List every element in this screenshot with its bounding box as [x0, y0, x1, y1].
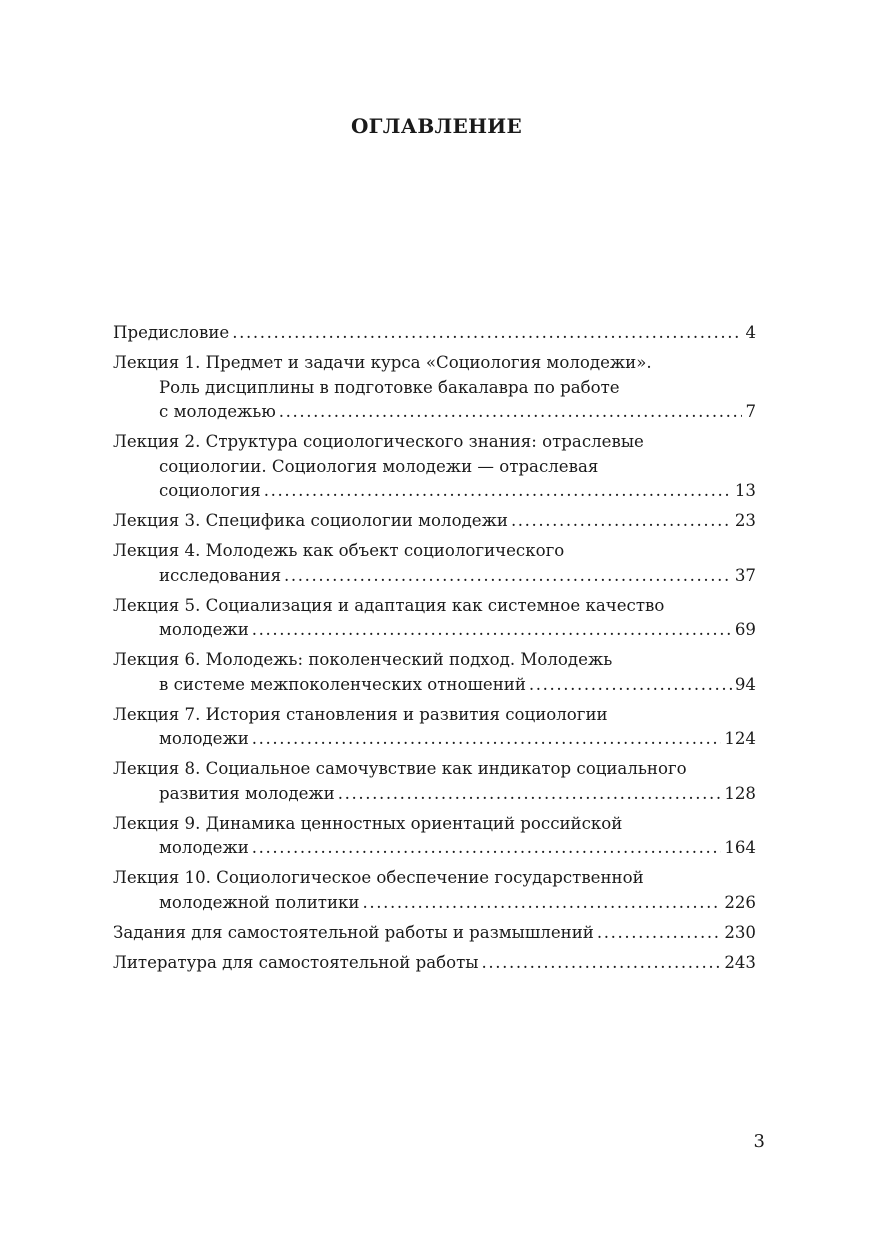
dot-leader — [338, 782, 722, 807]
toc-entry-leader-line — [113, 782, 756, 807]
toc-entry-line: Лекция 6. Молодежь: поколенческий подход. Молодежь — [113, 650, 613, 669]
toc-entry-title: Литература для самостоятельной работы — [113, 952, 479, 972]
toc-entry-leader-line — [113, 673, 756, 698]
toc-entry-title: молодежи — [159, 620, 249, 639]
toc-entry-line: Лекция 5. Социализация и адаптация как системное качество — [113, 595, 665, 615]
page-title: ОГЛАВЛЕНИЕ — [350, 114, 523, 138]
toc-entry-page: 164 — [724, 838, 756, 857]
toc-entry[interactable] — [113, 321, 756, 346]
dot-leader — [529, 673, 732, 698]
page-number: 3 — [753, 1131, 765, 1152]
toc-entry-page: 7 — [745, 402, 756, 421]
toc-entry[interactable] — [113, 648, 756, 697]
toc-entry-leader-line — [113, 479, 756, 504]
toc-entry-leader-line — [113, 321, 756, 346]
toc-entry-line: Роль дисциплины в подготовке бакалавра по работе — [159, 377, 620, 397]
toc-entry-line: Лекция 8. Социальное самочувствие как индикатор социального — [113, 759, 687, 778]
dot-leader — [264, 479, 732, 504]
dot-leader — [511, 509, 732, 534]
toc-entry-page: 226 — [724, 892, 756, 912]
toc-entry-leader-line — [113, 891, 756, 916]
toc-entry[interactable] — [113, 430, 756, 504]
toc-entry[interactable] — [113, 921, 756, 946]
toc-entry[interactable] — [113, 509, 756, 534]
dot-leader — [252, 618, 732, 643]
toc-entry[interactable] — [113, 703, 756, 752]
toc-entry-page: 23 — [734, 511, 756, 530]
toc-entry[interactable] — [113, 351, 756, 425]
toc-entry-page: 4 — [745, 323, 756, 342]
toc-entry-title: молодежной политики — [159, 892, 360, 912]
toc-entry-leader-line — [113, 836, 756, 861]
toc-entry-page: 128 — [724, 783, 756, 803]
toc-entry-line: Лекция 9. Динамика ценностных ориентаций российской — [113, 813, 623, 833]
toc-entry-page: 37 — [734, 565, 756, 585]
toc-entry-title: социология — [159, 481, 261, 500]
toc-entry-leader-line — [113, 921, 756, 946]
toc-entry-page: 69 — [734, 620, 756, 639]
dot-leader — [284, 564, 732, 589]
toc-entry-page: 124 — [724, 729, 756, 748]
toc-entry-leader-line — [113, 727, 756, 752]
dot-leader — [482, 951, 722, 976]
toc-entry-line: Лекция 10. Социологическое обеспечение государственной — [113, 868, 644, 887]
toc-entry-title: молодежи — [159, 838, 249, 857]
dot-leader — [232, 321, 742, 346]
toc-entry-leader-line — [113, 618, 756, 643]
toc-entry-leader-line — [113, 564, 756, 589]
toc-entry-title: в системе межпоколенческих отношений — [159, 674, 526, 694]
toc-entry-page: 94 — [734, 674, 756, 694]
toc-entry-title: Лекция 3. Специфика социологии молодежи — [113, 511, 508, 530]
toc-entry-leader-line — [113, 509, 756, 534]
dot-leader — [252, 727, 722, 752]
toc-entry-line: социологии. Социология молодежи — отраслевая — [159, 456, 599, 476]
toc-entry-leader-line — [113, 951, 756, 976]
toc-entry-leader-line — [113, 400, 756, 425]
toc-entry[interactable] — [113, 812, 756, 861]
toc-entry[interactable] — [113, 757, 756, 806]
dot-leader — [362, 891, 721, 916]
toc-entry-line: Лекция 7. История становления и развития социологии — [113, 704, 608, 724]
toc-entry-line: Лекция 2. Структура социологического знания: отраслевые — [113, 432, 644, 451]
toc-entry-page: 230 — [724, 922, 756, 942]
dot-leader — [279, 400, 743, 425]
dot-leader — [252, 836, 722, 861]
toc-entry-line: Лекция 4. Молодежь как объект социологического — [113, 541, 565, 560]
toc-entry-line: Лекция 1. Предмет и задачи курса «Социология молодежи». — [113, 353, 652, 372]
dot-leader — [597, 921, 721, 946]
toc-entry[interactable] — [113, 951, 756, 976]
toc-entry-page: 13 — [734, 481, 756, 500]
table-of-contents — [113, 321, 756, 981]
toc-entry-title: Задания для самостоятельной работы и размышлений — [113, 922, 594, 942]
toc-entry-title: исследования — [159, 565, 282, 585]
toc-entry[interactable] — [113, 539, 756, 588]
toc-entry-title: с молодежью — [159, 402, 276, 421]
toc-entry-page: 243 — [724, 952, 756, 972]
toc-entry[interactable] — [113, 594, 756, 643]
toc-entry[interactable] — [113, 866, 756, 915]
toc-entry-title: развития молодежи — [159, 783, 335, 803]
toc-entry-title: Предисловие — [113, 323, 230, 342]
toc-entry-title: молодежи — [159, 729, 249, 748]
